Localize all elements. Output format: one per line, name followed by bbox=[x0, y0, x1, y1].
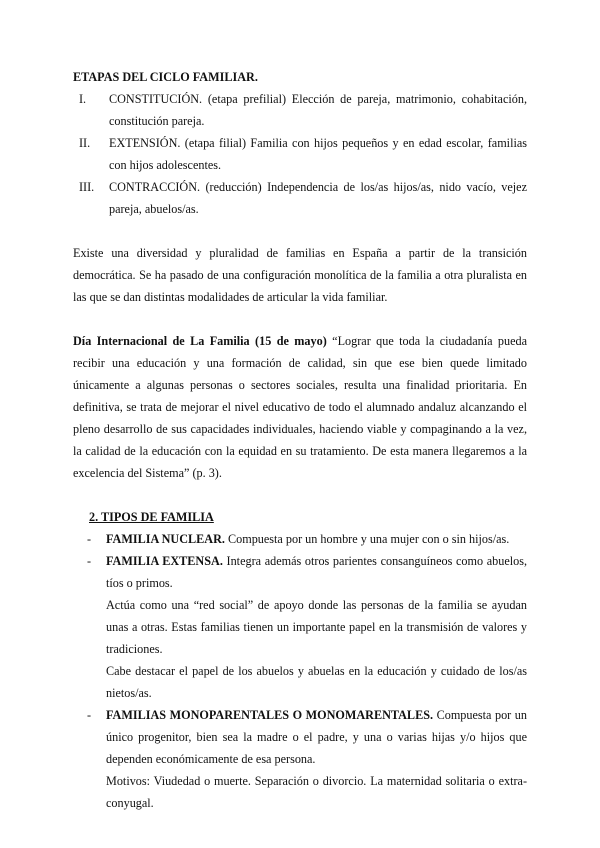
family-types-list bbox=[73, 528, 527, 814]
family-type-body bbox=[106, 704, 527, 814]
family-types-heading: 2. TIPOS DE FAMILIA bbox=[89, 510, 214, 524]
stage-number: I. bbox=[79, 92, 87, 106]
international-day-quote: “Lograr que toda la ciudadanía pueda recibir una educación y una formación de calidad, sin que ese bien quede limitado únicamente a algunas personas o sectores sociales, resulta una finalidad prioritaria. En definitiva, se trata de mejorar el nivel educativo de todo el alumnado andaluz alcanzando el pleno desarrollo de sus capacidades individuales, haciendo viable y compaginando a la vez, la calidad de la educación con la equidad en su tratamiento. De esta manera llegaremos a la excelencia del Sistema” (p. 3). bbox=[73, 334, 528, 480]
family-type-extra: Motivos: Viudedad o muerte. Separación o divorcio. La maternidad solitaria o extra-conyugal. bbox=[106, 774, 527, 810]
family-type-extra: Cabe destacar el papel de los abuelos y abuelas en la educación y cuidado de los/as nietos/as. bbox=[106, 664, 527, 700]
dash-bullet: - bbox=[87, 532, 92, 546]
dash-bullet: - bbox=[87, 554, 92, 568]
family-type-description bbox=[106, 704, 527, 770]
stage-number: II. bbox=[79, 136, 91, 150]
family-type-text: Compuesta por un hombre y una mujer con o sin hijos/as. bbox=[224, 532, 510, 546]
stage-number: III. bbox=[79, 180, 95, 194]
family-type-name: FAMILIAS MONOPARENTALES O MONOMARENTALES. bbox=[106, 708, 434, 722]
family-type-body bbox=[106, 528, 527, 550]
family-type-description bbox=[106, 528, 527, 550]
dash-bullet: - bbox=[87, 708, 92, 722]
stage-item bbox=[73, 176, 527, 220]
family-type-text: Integra además otros parientes consanguíneos como abuelos, tíos o primos. bbox=[106, 554, 528, 590]
family-type-name: FAMILIA NUCLEAR. bbox=[106, 532, 225, 546]
stage-text: CONSTITUCIÓN. (etapa prefilial) Elección de pareja, matrimonio, cohabitación, constitución pareja. bbox=[109, 92, 527, 128]
family-type-name: FAMILIA EXTENSA. bbox=[106, 554, 223, 568]
stage-item bbox=[73, 132, 527, 176]
international-day-title: Día Internacional de La Familia (15 de mayo) bbox=[73, 334, 327, 348]
family-type-item bbox=[73, 704, 527, 814]
spacer bbox=[73, 484, 527, 506]
stages-list bbox=[73, 88, 527, 220]
family-type-item bbox=[73, 528, 527, 550]
spacer bbox=[73, 220, 527, 242]
family-type-item bbox=[73, 550, 527, 704]
family-type-extra: Actúa como una “red social” de apoyo donde las personas de la familia se ayudan unas a otras. Estas familias tienen un importante papel en la transmisión de valores y tradiciones. bbox=[106, 598, 527, 656]
stage-text: CONTRACCIÓN. (reducción) Independencia de los/as hijos/as, nido vacío, vejez pareja, abuelos/as. bbox=[109, 180, 527, 216]
spacer bbox=[73, 308, 527, 330]
international-day-paragraph bbox=[73, 330, 527, 484]
stages-heading: ETAPAS DEL CICLO FAMILIAR. bbox=[73, 70, 258, 84]
family-type-description bbox=[106, 550, 527, 594]
family-type-text: Compuesta por un único progenitor, bien sea la madre o el padre, y una o varias hijas y/o hijos que dependen económicamente de esa persona. bbox=[106, 708, 527, 766]
family-type-body bbox=[106, 550, 527, 704]
stage-text: EXTENSIÓN. (etapa filial) Familia con hijos pequeños y en edad escolar, familias con hijos adolescentes. bbox=[109, 136, 527, 172]
diversity-paragraph: Existe una diversidad y pluralidad de familias en España a partir de la transición democrática. Se ha pasado de una configuración monolítica de la familia a otra pluralista en las que se dan distintas modalidades de articular la vida familiar. bbox=[73, 246, 527, 304]
stage-item bbox=[73, 88, 527, 132]
